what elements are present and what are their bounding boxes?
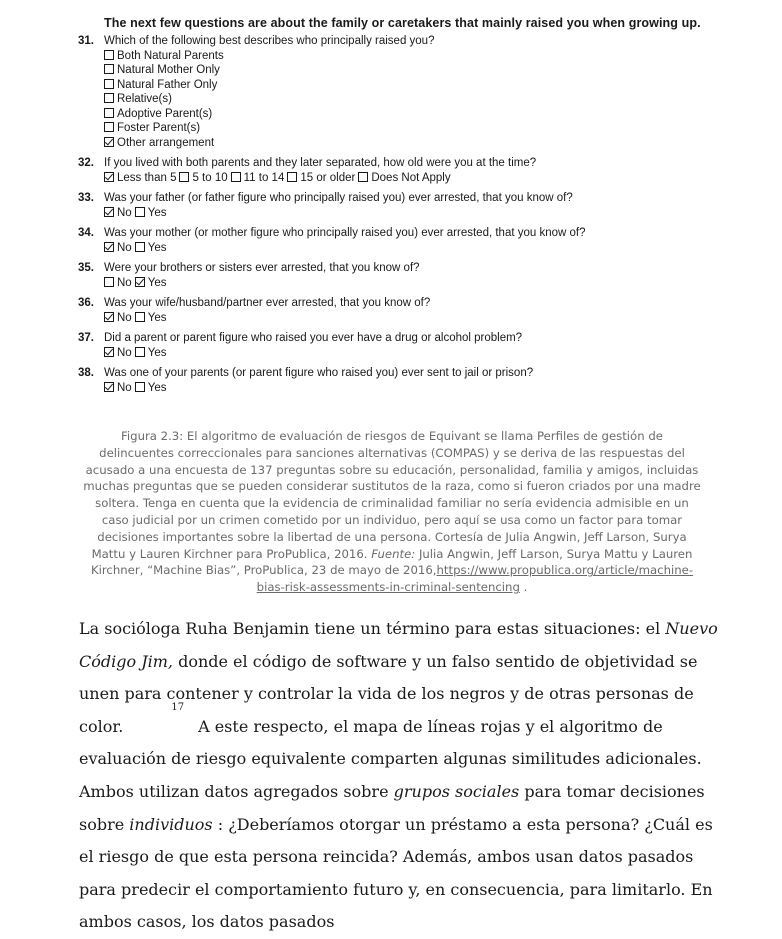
question-31	[78, 34, 718, 150]
option-label: Yes	[147, 381, 167, 394]
option-label: Yes	[147, 206, 167, 219]
question-options	[78, 49, 718, 151]
option-label: Relative(s)	[117, 93, 172, 105]
option-item[interactable]	[231, 171, 285, 186]
checked-checkbox-icon[interactable]	[104, 347, 114, 357]
checked-checkbox-icon[interactable]	[104, 207, 114, 217]
body-p1-after3: : ¿Deberíamos otorgar un préstamo a esta persona? ¿Cuál es el riesgo de que esta persona reincida? Además, ambos usan datos pasados para predecir el comportamiento futuro y, en consecuencia, para limitarlo. En ambos casos, los datos pasados	[79, 814, 713, 932]
body-p1-start: La socióloga Ruha Benjamin tiene un término para estas situaciones: el	[79, 619, 666, 638]
checked-checkbox-icon[interactable]	[104, 242, 114, 252]
option-item[interactable]	[104, 381, 132, 396]
option-label: Does Not Apply	[371, 171, 451, 184]
question-34	[78, 226, 718, 255]
option-item[interactable]	[179, 171, 227, 186]
option-item[interactable]	[104, 206, 132, 221]
option-item[interactable]	[135, 241, 167, 256]
checkbox-icon[interactable]	[104, 277, 114, 287]
option-label: Yes	[147, 346, 167, 359]
checked-checkbox-icon[interactable]	[104, 312, 114, 322]
questions-list	[78, 34, 718, 395]
question-number: 37.	[78, 332, 94, 344]
question-33	[78, 191, 718, 220]
question-32	[78, 156, 718, 185]
caption-end: .	[523, 580, 528, 595]
question-text: Were your brothers or sisters ever arrested, that you know of?	[104, 262, 420, 274]
checkbox-icon[interactable]	[104, 64, 114, 74]
option-label: No	[117, 241, 132, 254]
option-item[interactable]	[287, 171, 355, 186]
checkbox-icon[interactable]	[358, 172, 368, 182]
caption-source-link[interactable]: https://www.propublica.org/article/machine-bias-risk-assessments-in-criminal-sentencing	[256, 563, 694, 595]
option-label: 11 to 14	[243, 171, 285, 184]
checkbox-icon[interactable]	[104, 79, 114, 89]
question-options	[78, 311, 718, 326]
option-label: 5 to 10	[192, 171, 228, 184]
question-number: 36.	[78, 297, 94, 309]
figure-caption	[82, 428, 702, 596]
checkbox-icon[interactable]	[104, 93, 114, 103]
option-item[interactable]	[135, 346, 167, 361]
question-options	[78, 206, 718, 221]
checkbox-icon[interactable]	[135, 207, 145, 217]
option-label: Yes	[147, 241, 167, 254]
body-paragraph	[79, 613, 719, 939]
option-item[interactable]	[104, 136, 718, 151]
option-item[interactable]	[104, 241, 132, 256]
question-text: Did a parent or parent figure who raised you ever have a drug or alcohol problem?	[104, 332, 523, 344]
questionnaire-scan	[78, 16, 718, 401]
checked-checkbox-icon[interactable]	[104, 382, 114, 392]
option-label: Natural Mother Only	[117, 64, 220, 76]
option-label: Both Natural Parents	[117, 49, 224, 62]
checked-checkbox-icon[interactable]	[104, 172, 114, 182]
checkbox-icon[interactable]	[179, 172, 189, 182]
option-item[interactable]	[104, 276, 132, 291]
option-item[interactable]	[135, 311, 167, 326]
question-text: Was one of your parents (or parent figure who raised you) ever sent to jail or prison?	[104, 367, 534, 379]
checkbox-icon[interactable]	[135, 347, 145, 357]
checkbox-icon[interactable]	[287, 172, 297, 182]
option-label: Foster Parent(s)	[117, 122, 201, 134]
question-37	[78, 331, 718, 360]
option-label: No	[117, 381, 132, 394]
option-label: No	[117, 346, 132, 359]
checkbox-icon[interactable]	[135, 312, 145, 322]
option-label: Natural Father Only	[117, 78, 218, 91]
option-item[interactable]	[358, 171, 450, 186]
question-options	[78, 381, 718, 396]
option-label: No	[117, 276, 132, 289]
question-number: 34.	[78, 227, 94, 239]
option-label: No	[117, 206, 132, 219]
checkbox-icon[interactable]	[104, 50, 114, 60]
option-item[interactable]	[104, 78, 718, 93]
body-em-grupos: grupos sociales	[393, 781, 520, 801]
question-text: Was your wife/husband/partner ever arrested, that you know of?	[104, 297, 431, 309]
question-options	[78, 241, 718, 256]
question-options	[78, 171, 718, 186]
option-label: Other arrangement	[117, 136, 215, 149]
question-number: 32.	[78, 157, 94, 169]
checked-checkbox-icon[interactable]	[104, 137, 114, 147]
question-number: 31.	[78, 35, 94, 47]
option-label: 15 or older	[300, 171, 356, 184]
option-item[interactable]	[104, 311, 132, 326]
question-text: Was your father (or father figure who principally raised you) ever arrested, that you know of?	[104, 192, 573, 204]
body-p1-after2: para tomar decisiones sobre	[79, 781, 705, 834]
checked-checkbox-icon[interactable]	[135, 277, 145, 287]
caption-source-text: Julia Angwin, Jeff Larson, Surya Mattu y Lauren Kirchner, “Machine Bias”, ProPublica, 23 de mayo de 2016,	[90, 546, 693, 578]
questionnaire-heading: The next few questions are about the family or caretakers that mainly raised you when growing up.	[104, 16, 701, 30]
option-item[interactable]	[135, 276, 167, 291]
checkbox-icon[interactable]	[135, 242, 145, 252]
option-item[interactable]	[135, 206, 167, 221]
question-36	[78, 296, 718, 325]
question-options	[78, 276, 718, 291]
option-label: Yes	[147, 276, 167, 289]
option-item[interactable]	[104, 171, 176, 186]
body-p1-after: A este respecto, el mapa de líneas rojas y el algoritmo de evaluación de riesgo equivalente comparten algunas similitudes adicionales. Ambos utilizan datos agregados sobre	[79, 716, 702, 801]
option-label: No	[117, 311, 132, 324]
question-number: 33.	[78, 192, 94, 204]
checkbox-icon[interactable]	[231, 172, 241, 182]
option-item[interactable]	[104, 63, 718, 78]
option-item[interactable]	[135, 381, 167, 396]
body-em-individuos: individuos	[129, 814, 213, 834]
option-item[interactable]	[104, 49, 718, 64]
question-options	[78, 346, 718, 361]
question-text: Was your mother (or mother figure who principally raised you) ever arrested, that you know of?	[104, 227, 586, 239]
checkbox-icon[interactable]	[135, 382, 145, 392]
question-number: 35.	[78, 262, 94, 274]
question-text: Which of the following best describes who principally raised you?	[104, 35, 435, 47]
body-em-nuevo-codigo: Nuevo Código Jim,	[79, 619, 718, 671]
footnote-ref[interactable]: 17	[171, 702, 185, 714]
question-number: 38.	[78, 367, 94, 379]
option-label: Yes	[147, 311, 167, 324]
option-label: Less than 5	[117, 171, 177, 184]
option-item[interactable]	[104, 121, 718, 136]
option-item[interactable]	[104, 346, 132, 361]
body-p1-mid: donde el código de software y un falso sentido de objetividad se unen para contener y controlar la vida de los negros y de otras personas de color.	[79, 651, 698, 736]
question-text: If you lived with both parents and they later separated, how old were you at the time?	[104, 157, 537, 169]
caption-source-label: Fuente:	[371, 546, 416, 561]
question-35	[78, 261, 718, 290]
option-item[interactable]	[104, 107, 718, 122]
option-label: Adoptive Parent(s)	[117, 107, 213, 120]
option-item[interactable]	[104, 92, 718, 107]
checkbox-icon[interactable]	[104, 108, 114, 118]
question-38	[78, 366, 718, 395]
caption-text: Figura 2.3: El algoritmo de evaluación de riesgos de Equivant se llama Perfiles de gestión de delincuentes correccionales para sanciones alternativas (COMPAS) y se deriva de las respuestas del acusado a una encuesta de 137 preguntas sobre su educación, personalidad, familia y amigos, incluidas muchas preguntas que se pueden considerar sustitutos de la raza, como si fueron criados por una madre soltera. Tenga en cuenta que la evidencia de criminalidad familiar no sería evidencia admisible en un caso judicial por un crimen cometido por un individuo, pero aquí se usa como un factor para tomar decisiones importantes sobre la libertad de una persona. Cortesía de Julia Angwin, Jeff Larson, Surya Mattu y Lauren Kirchner para ProPublica, 2016.	[83, 429, 701, 561]
checkbox-icon[interactable]	[104, 122, 114, 132]
